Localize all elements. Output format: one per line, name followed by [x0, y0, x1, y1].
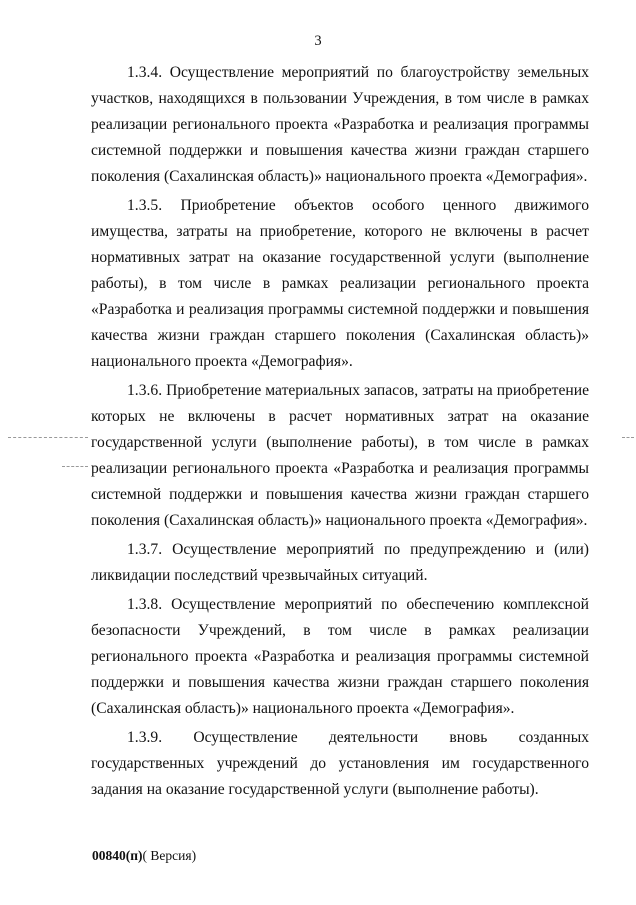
scan-mark-left-upper: [8, 437, 88, 438]
paragraph-1-3-5: 1.3.5. Приобретение объектов особого ценного движимого имущества, затраты на приобретение, которого не включены в расчет нормативных затрат на оказание государственной услуги (выполнение работы), в том числе в рамках реализации регионального проекта «Разработка и реализация программы системной поддержки и повышения качества жизни граждан старшего поколения (Сахалинская область)» национального проекта «Демография».: [91, 197, 589, 370]
scan-mark-left-lower: [62, 466, 88, 467]
document-code-number: 00840(п): [92, 848, 143, 863]
paragraph-1-3-7: 1.3.7. Осуществление мероприятий по предупреждению и (или) ликвидации последствий чрезвычайных ситуаций.: [91, 541, 589, 584]
paragraph-1-3-4: 1.3.4. Осуществление мероприятий по благоустройству земельных участков, находящихся в пользовании Учреждения, в том числе в рамках реализации регионального проекта «Разработка и реализация программы системной поддержки и повышения качества жизни граждан старшего поколения (Сахалинская область)» национального проекта «Демография».: [91, 64, 589, 185]
paragraph-1-3-8: 1.3.8. Осуществление мероприятий по обеспечению комплексной безопасности Учреждений, в том числе в рамках реализации регионального проекта «Разработка и реализация программы системной поддержки и повышения качества жизни граждан старшего поколения (Сахалинская область)» национального проекта «Демография».: [91, 596, 589, 717]
document-code: [92, 848, 196, 864]
scan-mark-right: [622, 437, 634, 438]
document-version: ( Версия): [142, 848, 197, 863]
page-number: 3: [314, 33, 322, 49]
document-body: [91, 60, 589, 806]
paragraph-1-3-6: 1.3.6. Приобретение материальных запасов, затраты на приобретение которых не включены в расчет нормативных затрат на оказание государственной услуги (выполнение работы), в том числе в рамках реализации регионального проекта «Разработка и реализация программы системной поддержки и повышения качества жизни граждан старшего поколения (Сахалинская область)» национального проекта «Демография».: [91, 382, 589, 529]
paragraph-1-3-9: 1.3.9. Осуществление деятельности вновь созданных государственных учреждений до установления им государственного задания на оказание государственной услуги (выполнение работы).: [91, 729, 589, 798]
